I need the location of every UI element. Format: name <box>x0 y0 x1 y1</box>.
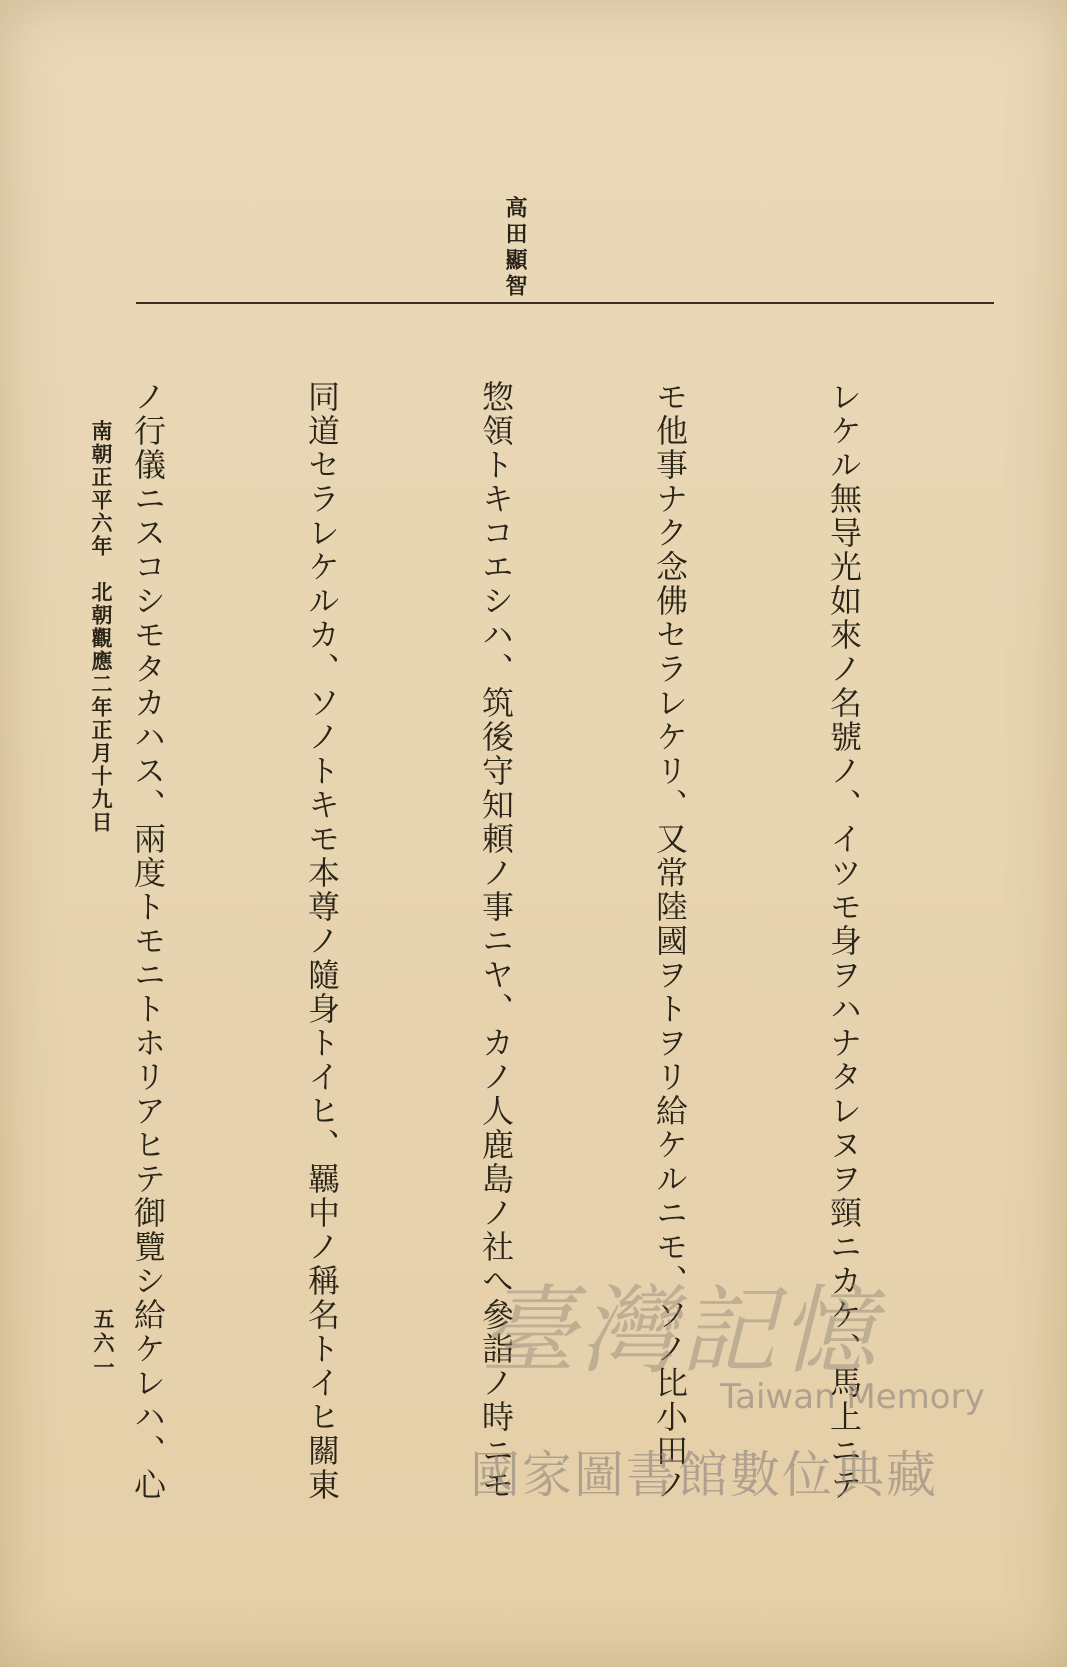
text-column: 同道セラレケルカ、ソノトキモ本尊ノ隨身トイヒ、羈中ノ稱名トイヒ關東 <box>303 380 341 1502</box>
watermark-english: Taiwan Memory <box>720 1377 985 1417</box>
page-number: 五六一 <box>91 1308 116 1380</box>
text-column: モ他事ナク念佛セラレケリ、又常陸國ヲトヲリ給ケルニモ、ソノ比小田ノ <box>651 380 689 1502</box>
text-column <box>0 380 3 1520</box>
text-column: レケル無导光如來ノ名號ノ、イツモ身ヲハナタレヌヲ頸ニカケ、馬上ニテ <box>825 380 863 1502</box>
watermark-script: 臺灣記憶 <box>480 1275 880 1387</box>
header-rule <box>136 302 994 304</box>
date-annotation: 南朝正平六年 北朝觀應二年正月十九日 <box>89 420 114 834</box>
text-column: 惣領トキコエシハ、筑後守知頼ノ事ニヤ、カノ人鹿島ノ社へ參詣ノ時ニモ <box>477 380 515 1502</box>
body-text <box>0 380 989 1520</box>
running-head: 高田顯智 <box>502 196 528 300</box>
text-column: ノ行儀ニスコシモタカハス、兩度トモニトホリアヒテ御覽シ給ケレハ、心 <box>129 380 167 1502</box>
watermark-chinese: 國家圖書館數位典藏 <box>470 1446 938 1504</box>
